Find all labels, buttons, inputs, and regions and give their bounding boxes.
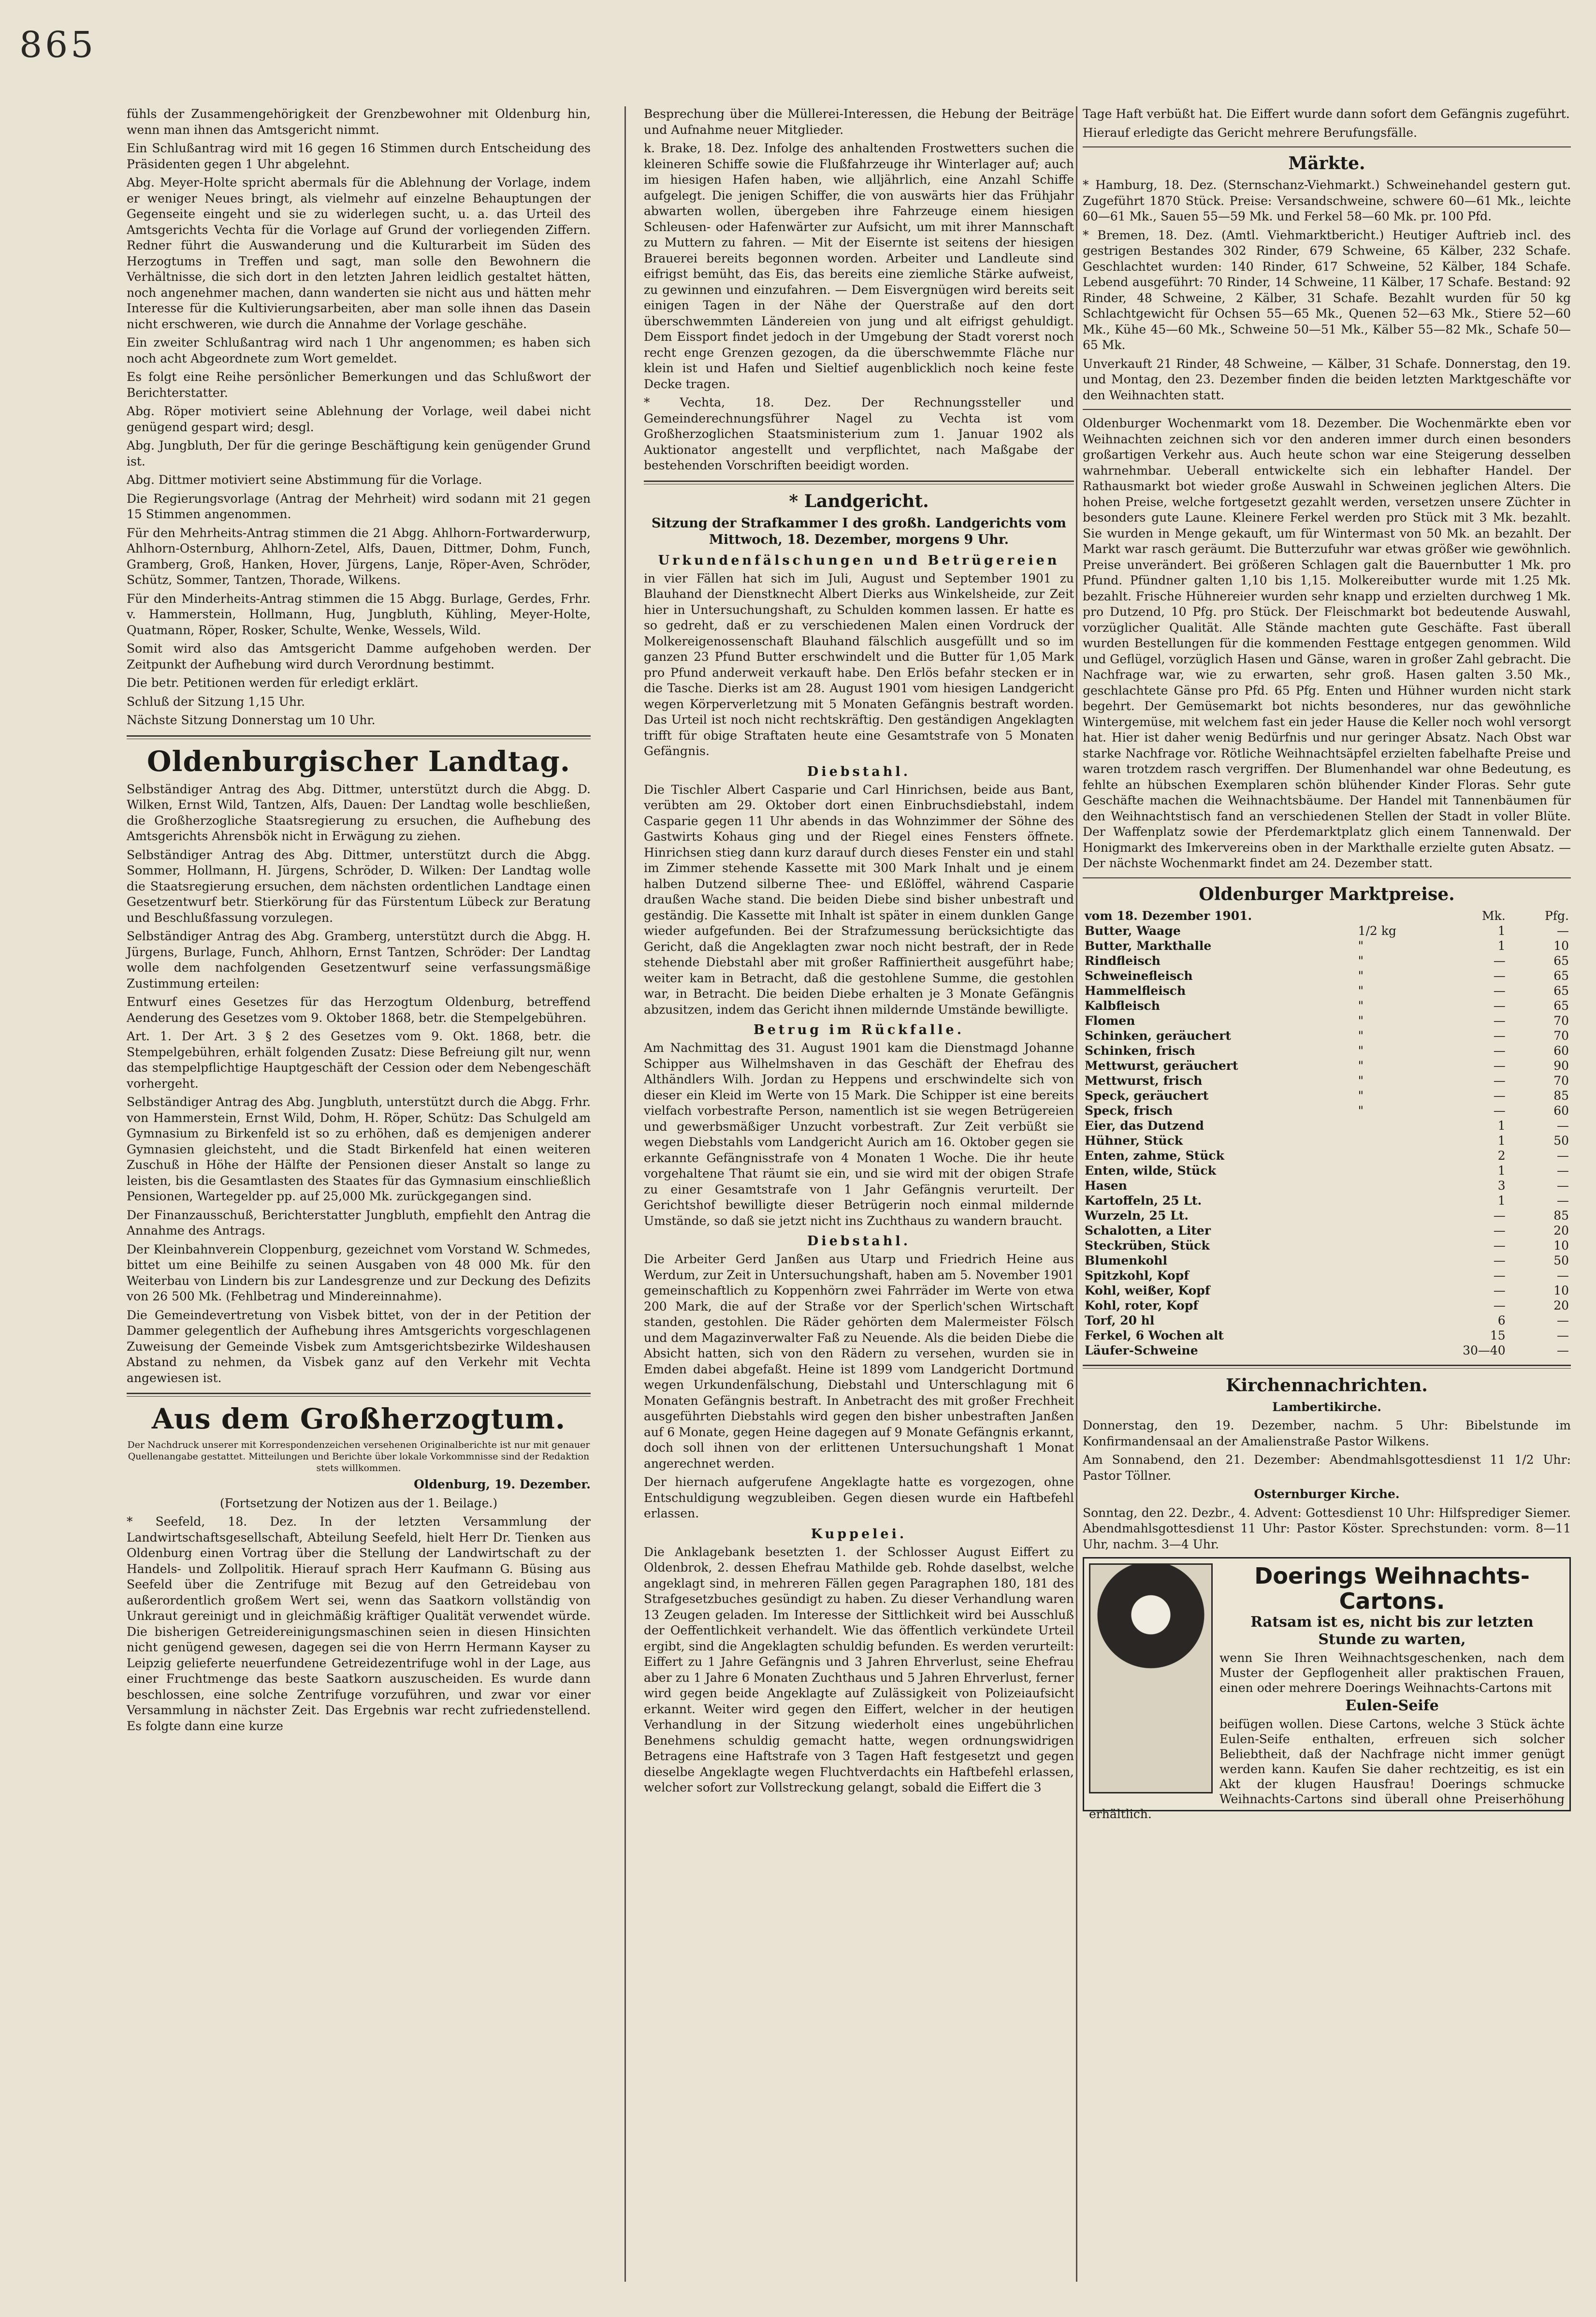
price-item: Butter, Markthalle	[1085, 938, 1212, 953]
price-unit	[1356, 1223, 1444, 1238]
doerings-advertisement	[1083, 1557, 1571, 1821]
price-item: Wurzeln, 25 Lt.	[1085, 1208, 1189, 1223]
price-row	[1083, 1073, 1571, 1088]
article-paragraph: Abg. Dittmer motiviert seine Abstimmung für die Vorlage.	[127, 473, 482, 487]
price-row	[1083, 1043, 1571, 1058]
section-rule	[1083, 877, 1571, 878]
price-unit	[1356, 1283, 1444, 1298]
price-item: Läufer-Schweine	[1085, 1343, 1198, 1357]
price-unit	[1356, 1253, 1444, 1268]
article-paragraph: Schluß der Sitzung 1,15 Uhr.	[127, 694, 305, 709]
price-item: Butter, Waage	[1085, 923, 1181, 938]
price-unit	[1356, 1178, 1444, 1193]
article-paragraph: Selbständiger Antrag des Abg. Gramberg, unterstützt durch die Abgg. H. Jürgens, Burlage, Funch, Ahlhorn, Ernst Tantzen, Schröder: Der Landtag wolle dem nachfolgenden Gesetzentwurf seine verfassungsmäßige Zustimmung erteilen:	[127, 929, 591, 991]
price-row	[1083, 1133, 1571, 1148]
article-paragraph: * Bremen, 18. Dez. (Amtl. Viehmarktbericht.) Heutiger Auftrieb incl. des gestrigen Bestandes 302 Rinder, 679 Schweine, 65 Kälber, 232 Schafe. Geschlachtet wurden: 140 Rinder, 617 Schweine, 52 Kälber, 184 Schafe. Lebend ausgeführt: 70 Rinder, 14 Schweine, 11 Kälber, 17 Schafe. Bestand: 92 Rinder, 48 Schweine, 2 Kälber, 31 Schafe. Bezahlt wurden für 50 kg Schlachtgewicht für Ochsen 55—65 Mk., Quenen 52—63 Mk., Stiere 52—60 Mk., Kühe 45—60 Mk., Schweine 50—51 Mk., Kälber 55—82 Mk., Schafe 50—65 Mk.	[1083, 228, 1571, 352]
price-mk: —	[1493, 1283, 1506, 1297]
grossherzogtum-heading: Aus dem Großherzogtum.	[151, 1402, 566, 1435]
price-row	[1083, 938, 1571, 953]
price-item: Mettwurst, geräuchert	[1085, 1058, 1238, 1073]
ad-text: beifügen wollen. Diese Cartons, welche 3 Stück ächte Eulen-Seife enthalten, erfreuen sich solcher Beliebtheit, daß der Nachfrage nicht immer genügt werden kann. Kaufen Sie daher rechtzeitig, es ist ein Akt der klugen Hausfrau! Doerings schmucke Weihnachts-Cartons sind überall ohne Preiserhöhung erhältlich.	[1089, 1717, 1565, 1821]
price-mk: —	[1493, 998, 1506, 1013]
article-paragraph: Hierauf erledigte das Gericht mehrere Berufungsfälle.	[1083, 125, 1418, 140]
price-unit: "	[1358, 968, 1364, 983]
price-pfg: 65	[1553, 983, 1569, 998]
price-pfg: 70	[1553, 1028, 1569, 1043]
price-unit: "	[1358, 1043, 1364, 1058]
article-paragraph: Die Anklagebank besetzten 1. der Schlosser August Eiffert zu Oldenbrok, 2. dessen Ehefrau Mathilde geb. Rohde daselbst, welche angeklagt sind, in mehreren Fällen gegen Paragraphen 180, 181 des Strafgesetzbuches gesündigt zu haben. Zu dieser Verhandlung waren 13 Zeugen geladen. Im Interesse der Sittlichkeit wird bei Ausschluß der Oeffentlichkeit verhandelt. Wie das öffentlich verkündete Urteil ergibt, sind die Angeklagten schuldig befunden. Es werden verurteilt: Eiffert zu 1 Jahre Gefängnis und 3 Jahren Ehrverlust, seine Ehefrau aber zu 1 Jahre 6 Monaten Zuchthaus und 5 Jahren Ehrverlust, ferner wird gegen beide Angeklagte auf Zulässigkeit von Polizeiaufsicht erkannt. Weiter wird gegen den Eiffert, welcher in der heutigen Verhandlung in der Sitzung wiederholt eines ungebührlichen Benehmens schuldig gemacht hatte, wegen ordnungswidrigen Betragens eine Haftstrafe von 3 Tagen Haft festgesetzt und gegen dieselbe Angeklagte wegen Fluchtverdachts ein Haftbefehl erlassen, welcher sofort zur Vollstreckung gelangt, sobald die Eiffert die 3	[644, 1545, 1074, 1794]
price-row	[1083, 1208, 1571, 1223]
price-row	[1083, 1163, 1571, 1178]
price-item: Torf, 20 hl	[1085, 1313, 1155, 1327]
article-paragraph: Ein Schlußantrag wird mit 16 gegen 16 Stimmen durch Entscheidung des Präsidenten gegen 1 Uhr abgelehnt.	[127, 141, 591, 171]
price-pfg: —	[1557, 1328, 1569, 1342]
article-paragraph: * Hamburg, 18. Dez. (Sternschanz-Viehmarkt.) Schweinehandel gestern gut. Zugeführt 1870 Stück. Preise: Versandschweine, schwere 60—61 Mk., leichte 60—61 Mk., Sauen 55—59 Mk. und Ferkel 58—60 Mk. pr. 100 Pfd.	[1083, 178, 1571, 223]
price-pfg: 10	[1553, 1238, 1569, 1253]
price-unit: "	[1358, 1013, 1364, 1028]
column-middle	[644, 106, 1074, 2301]
section-rule	[127, 1393, 591, 1397]
price-row	[1083, 998, 1571, 1013]
price-row	[1083, 968, 1571, 983]
price-row	[1083, 983, 1571, 998]
article-paragraph: Art. 1. Der Art. 3 § 2 des Gesetzes vom 9. Okt. 1868, betr. die Stempelgebühren, erhält folgenden Zusatz: Diese Befreiung gilt nur, wenn das stempelpflichtige Hauptgeschäft der Cession oder dem Nebengeschäft vorhergeht.	[127, 1029, 591, 1091]
price-unit	[1356, 1193, 1444, 1208]
price-row	[1083, 1013, 1571, 1028]
article-paragraph: Selbständiger Antrag des Abg. Dittmer, unterstützt durch die Abgg. D. Wilken, Ernst Wild, Tantzen, Alfs, Dauen: Der Landtag wolle beschließen, die Großherzogliche Staatsregierung zu ersuchen, die Aufhebung des Amtsgerichts Ahrensbök nicht in Erwägung zu ziehen.	[127, 782, 591, 843]
article-paragraph: Selbständiger Antrag des Abg. Dittmer, unterstützt durch die Abgg. Sommer, Hollmann, H. Jürgens, Schröder, D. Wilken: Der Landtag wolle die Staatsregierung ersuchen, dem nächsten ordentlichen Landtage einen Gesetzentwurf betr. Stierkörung für das Fürstentum Lübeck zur Beratung und Beschlußfassung vorzulegen.	[127, 847, 591, 925]
price-item: Enten, wilde, Stück	[1085, 1163, 1216, 1178]
article-paragraph: Der Finanzausschuß, Berichterstatter Jungbluth, empfiehlt den Antrag die Annahme des Antrags.	[127, 1208, 591, 1238]
price-row	[1083, 1103, 1571, 1118]
price-col-mk: Mk.	[1481, 908, 1506, 923]
price-mk: 1	[1497, 1193, 1506, 1208]
case-heading: Diebstahl.	[807, 764, 911, 779]
price-pfg: —	[1557, 1178, 1569, 1193]
price-item: Blumenkohl	[1085, 1253, 1168, 1268]
price-pfg: 70	[1553, 1073, 1569, 1088]
price-unit: "	[1358, 1088, 1364, 1103]
price-pfg: 85	[1553, 1088, 1569, 1103]
price-mk: 2	[1497, 1148, 1506, 1163]
price-pfg: 90	[1553, 1058, 1569, 1073]
price-row	[1083, 1253, 1571, 1268]
price-mk: —	[1493, 1238, 1506, 1253]
price-date: vom 18. Dezember 1901.	[1085, 908, 1252, 923]
price-pfg: 60	[1553, 1043, 1569, 1058]
ad-lead: Ratsam ist es, nicht bis zur letzten Stunde zu warten,	[1250, 1614, 1534, 1648]
price-mk: 1	[1497, 1133, 1506, 1148]
price-pfg: 70	[1553, 1013, 1569, 1028]
price-pfg: 65	[1553, 998, 1569, 1013]
price-mk: —	[1493, 953, 1506, 968]
price-row	[1083, 923, 1571, 938]
price-unit: "	[1358, 1028, 1364, 1043]
case-heading: Diebstahl.	[807, 1234, 911, 1249]
column-divider	[624, 106, 626, 2282]
price-pfg: —	[1557, 1313, 1569, 1327]
price-item: Schweinefleisch	[1085, 968, 1193, 983]
maerkte-heading: Märkte.	[1288, 153, 1365, 174]
price-pfg: 10	[1553, 1283, 1569, 1297]
article-paragraph: Somit wird also das Amtsgericht Damme aufgehoben werden. Der Zeitpunkt der Aufhebung wird durch Verordnung bestimmt.	[127, 641, 591, 671]
price-mk: —	[1493, 1043, 1506, 1058]
price-pfg: 20	[1553, 1223, 1569, 1238]
price-pfg: 85	[1553, 1208, 1569, 1223]
ad-title: Doerings Weihnachts-Cartons.	[1254, 1563, 1530, 1614]
price-unit	[1356, 1298, 1444, 1313]
reprint-note: Der Nachdruck unserer mit Korrespondenzeichen versehenen Originalberichte ist nur mit genauer Quellenangabe gestattet. Mitteilungen und Berichte über lokale Vorkommnisse sind der Redaktion stets willkommen.	[127, 1440, 590, 1473]
article-paragraph: Die Tischler Albert Casparie und Carl Hinrichsen, beide aus Bant, verübten am 29. Oktober dort einen Einbruchsdiebstahl, indem Casparie gegen 11 Uhr abends in das Wohnzimmer der Söhne des Gastwirts Kohaus ging und der Riegel eines Fensters öffnete. Hinrichsen stieg dann kurz darauf durch dieses Fenster ein und stahl im Zimmer stehende Kassette mit 300 Mark Inhalt und je einem halben Dutzend silberne Thee- und Eßlöffel, während Casparie draußen Wache stand. Die beiden Diebe sind bisher unbestraft und geständig. Die Kassette mit Inhalt ist später in einem dunklen Gange wieder aufgefunden. Bei der Strafzumessung berücksichtigte das Gericht, daß die Angeklagten zwar noch nicht bestraft, der in Rede stehende Diebstahl aber mit großer Raffiniertheit ausgeführt habe; weiter kam in Betracht, daß die gestohlene Summe, die gestohlen war, in Betracht. Die beiden Diebe erhalten je 3 Monate Gefängnis abzusitzen, indem das Gericht ihnen mildernde Umstände bewilligte.	[644, 782, 1074, 1017]
section-rule	[127, 735, 591, 739]
article-paragraph: Es folgt eine Reihe persönlicher Bemerkungen und das Schlußwort der Berichterstatter.	[127, 370, 591, 400]
price-item: Mettwurst, frisch	[1085, 1073, 1203, 1088]
price-row	[1083, 1148, 1571, 1163]
price-unit: "	[1358, 938, 1364, 953]
column-right	[1083, 106, 1571, 2301]
price-item: Schinken, frisch	[1085, 1043, 1195, 1058]
price-pfg: 65	[1553, 953, 1569, 968]
continuation-note: (Fortsetzung der Notizen aus der 1. Beilage.)	[219, 1496, 498, 1510]
page-number: 865	[19, 24, 97, 66]
price-mk: —	[1493, 1103, 1506, 1118]
landgericht-subheading: Sitzung der Strafkammer I des großh. Landgerichts vom Mittwoch, 18. Dezember, morgens 9 Uhr.	[652, 515, 1066, 547]
article-paragraph: Für den Mehrheits-Antrag stimmen die 21 Abgg. Ahlhorn-Fortwarderwurp, Ahlhorn-Osternburg, Ahlhorn-Zetel, Alfs, Dauen, Dittmer, Dohm, Funch, Gramberg, Groß, Hanken, Hover, Jürgens, Lanje, Röper-Aven, Schröder, Schütz, Sommer, Tantzen, Thorade, Wilkens.	[127, 525, 591, 587]
article-paragraph: Unverkauft 21 Rinder, 48 Schweine, — Kälber, 31 Schafe. Donnerstag, den 19. und Montag, den 23. Dezember finden die beiden letzten Marktgeschäfte vor den Weihnachten statt.	[1083, 356, 1571, 402]
article-paragraph: Die Arbeiter Gerd Janßen aus Utarp und Friedrich Heine aus Werdum, zur Zeit in Untersuchungshaft, haben am 5. November 1901 gemeinschaftlich zu Koppenhörn zwei Fahrräder im Werte von etwa 200 Mark, die auf der Straße vor der Sperlich'schen Wirtschaft standen, gestohlen. Die Räder gehörten dem Malermeister Fölsch und dem Magazinverwalter Faß zu Neuende. Als die beiden Diebe die Absicht hatten, sich von den Rädern zu versehen, wurden sie in Emden dabei abgefaßt. Heine ist 1899 vom Landgericht Dortmund wegen Urkundenfälschung, Diebstahl und Unterschlagung mit 6 Monaten Gefängnis bestraft. In Anbetracht des mit großer Frechheit ausgeführten Diebstahls wird gegen den bisher unbestraften Janßen auf 6 Monate, gegen Heine dagegen auf 9 Monate Gefängnis erkannt, doch soll ihnen von der erlittenen Untersuchungshaft 1 Monat angerechnet werden.	[644, 1252, 1074, 1471]
price-item: Hasen	[1085, 1178, 1127, 1193]
price-row	[1083, 953, 1571, 968]
price-mk: 30—40	[1463, 1343, 1506, 1357]
section-rule	[1083, 146, 1571, 147]
price-table-header	[1083, 908, 1571, 923]
price-item: Enten, zahme, Stück	[1085, 1148, 1224, 1163]
price-mk: —	[1493, 1268, 1506, 1282]
price-mk: 1	[1497, 1163, 1506, 1178]
price-unit	[1356, 1148, 1444, 1163]
article-paragraph: Abg. Jungbluth, Der für die geringe Beschäftigung kein genügender Grund ist.	[127, 438, 591, 468]
price-pfg: —	[1557, 923, 1569, 938]
price-unit	[1356, 1118, 1444, 1133]
landtag-heading: Oldenburgischer Landtag.	[146, 744, 571, 778]
price-mk: 1	[1497, 1118, 1506, 1133]
price-unit: "	[1358, 1058, 1364, 1073]
article-paragraph: Entwurf eines Gesetzes für das Herzogtum Oldenburg, betreffend Aenderung des Gesetzes vom 9. Oktober 1868, betr. die Stempelgebühren.	[127, 995, 591, 1025]
case-heading: Urkundenfälschungen und Betrügereien	[658, 553, 1060, 568]
price-mk: 15	[1490, 1328, 1506, 1342]
price-pfg: 65	[1553, 968, 1569, 983]
price-pfg: —	[1557, 1343, 1569, 1357]
price-unit	[1356, 1208, 1444, 1223]
price-item: Hammelfleisch	[1085, 983, 1186, 998]
price-item: Steckrüben, Stück	[1085, 1238, 1210, 1253]
price-mk: 6	[1497, 1313, 1506, 1327]
landgericht-heading: * Landgericht.	[789, 491, 929, 511]
price-item: Rindfleisch	[1085, 953, 1161, 968]
price-unit	[1356, 1343, 1444, 1358]
article-paragraph: Selbständiger Antrag des Abg. Jungbluth, unterstützt durch die Abgg. Frhr. von Hammerstein, Ernst Wild, Dohm, H. Röper, Schütz: Das Schulgeld am Gymnasium zu Birkenfeld ist so zu erhöhen, daß es demjenigen anderer Gymnasien gleichsteht, und die Stadt Birkenfeld hat einen weiteren Zuschuß in Höhe der Hälfte der Pensionen dieser Anstalt so lange zu leisten, bis die Gesamtlasten des Staates für das Gymnasium einschließlich Pensionen, Wartegelder pp. auf 25,000 Mk. zurückgegangen sind.	[127, 1095, 591, 1203]
price-pfg: 10	[1553, 938, 1569, 953]
church-name: Osternburger Kirche.	[1254, 1487, 1400, 1501]
price-pfg: 50	[1553, 1133, 1569, 1148]
price-mk: 3	[1497, 1178, 1506, 1193]
article-paragraph: k. Brake, 18. Dez. Infolge des anhaltenden Frostwetters suchen die kleineren Schiffe sowie die Flußfahrzeuge ihr Winterlager auf; auch im hiesigen Hafen haben, wie alljährlich, eine Anzahl Schiffe aufgelegt. Die jenigen Schiffer, die von auswärts hier das Frühjahr abwarten wollen, übergeben ihre Fahrzeuge einem hiesigen Schleusen- oder Hafenwärter zur Aufsicht, um mit ihrer Mannschaft zu Muttern zu fahren. — Mit der Eisernte ist seitens der hiesigen Brauerei bereits begonnen worden. Arbeiter und Landleute sind eifrigst bemüht, das Eis, das bereits eine ziemliche Stärke aufweist, zu gewinnen und einzufahren. — Dem Eisvergnügen wird bereits seit einigen Tagen in der Nähe der Querstraße auf den dort überschwemmten Ländereien von jung und alt eifrigst gehuldigt. Dem Eissport findet jedoch in der Umgebung der Stadt vorerst noch recht enge Grenzen gezogen, da die überschwemmte Fläche nur klein ist und Hafen und Sieltief augenblicklich noch keine feste Decke tragen.	[644, 141, 1074, 391]
wochenmarkt-report: Oldenburger Wochenmarkt vom 18. Dezember. Die Wochenmärkte eben vor Weihnachten zeichnen sich vor den anderen immer durch einen besonders großartigen Verkehr aus. Auch heute schon war eine Steigerung desselben wahrnehmbar. Ueberall entwickelte sich ein lebhafter Handel. Der Rathausmarkt bot wieder große Auswahl in Schweinen jeglichen Alters. Die hohen Preise, welche fortgesetzt gezahlt werden, versetzen unsere Züchter in besonders gute Laune. Kleinere Ferkel werden pro Stück mit 3 Mk. bezahlt. Sie wurden in Menge gekauft, um für Wintermast von 50 Mk. an bezahlt. Der Markt war rasch geräumt. Die Butterzufuhr war etwas größer wie gewöhnlich. Preise unverändert. Bei größeren Schlagen galt die Bauernbutter 1 Mk. pro Pfund. Pfündner galten 1,10 bis 1,15. Molkereibutter wurde mit 1.25 Mk. bezahlt. Frische Hühnereier wurden sehr knapp und erzielten durchweg 1 Mk. pro Dutzend, 10 Pfg. pro Stück. Der Fleischmarkt bot bedeutende Auswahl, vorzüglicher Qualität. Alle Stände machten gute Geschäfte. Fast überall wurden Bestellungen für die kommenden Festtage entgegen genommen. Wild und Geflügel, vorzüglich Hasen und Gänse, waren in großer Zahl gebracht. Die Nachfrage war, wie zu erwarten, sehr groß. Hasen galten 3.50 Mk., geschlachtete Gänse pro Pfd. 65 Pfg. Enten und Hühner wurden nicht stark begehrt. Der Gemüsemarkt bot nichts besonderes, nur das gewöhnliche Wintergemüse, mit welchem fast ein jeder Hause die Keller noch wohl versorgt hat. Hier ist daher wenig Bedürfnis und nur geringer Absatz. Nach Obst war starke Nachfrage vor. Rötliche Weihnachtsäpfel erzielten fabelhafte Preise und waren trotzdem rasch vergriffen. Der Blumenhandel war ohne Bedeutung, es fehlte an hübschen Exemplaren schön blühender Kinder Floras. Sehr gute Geschäfte machen die Weihnachtsbäume. Der Handel mit Tannenbäumen für den Weihnachtstisch fand an verschiedenen Stellen der Stadt in voller Blüte. Der Waffenplatz sowie der Pferdemarktplatz glich einem Tannenwald. Der Honigmarkt des Imkervereins oben in der Markthalle erzielte guten Absatz. — Der nächste Wochenmarkt findet am 24. Dezember statt.	[1083, 416, 1571, 870]
price-row	[1083, 1313, 1571, 1328]
church-notice: Sonntag, den 22. Dezbr., 4. Advent: Gottesdienst 10 Uhr: Hilfsprediger Siemer. Abendmahlsgottesdienst 11 Uhr: Pastor Köster. Sprechstunden: vorm. 8—11 Uhr, nachm. 3—4 Uhr.	[1083, 1505, 1571, 1551]
article-paragraph: Abg. Röper motiviert seine Ablehnung der Vorlage, weil dabei nicht genügend gespart wird; desgl.	[127, 404, 591, 434]
price-row	[1083, 1088, 1571, 1103]
article-paragraph: Für den Minderheits-Antrag stimmen die 15 Abgg. Burlage, Gerdes, Frhr. v. Hammerstein, Hollmann, Hug, Jungbluth, Kühling, Meyer-Holte, Quatmann, Röper, Rosker, Schulte, Wenke, Wessels, Wild.	[127, 591, 591, 637]
price-mk: —	[1493, 1208, 1506, 1223]
price-pfg: —	[1557, 1193, 1569, 1208]
article-paragraph: * Vechta, 18. Dez. Der Rechnungssteller und Gemeinderechnungsführer Nagel zu Vechta ist vom Großherzoglichen Staatsministerium zum 1. Januar 1902 als Auktionator angestellt und verpflichtet, nach Maßgabe der bestehenden Vorschriften beeidigt worden.	[644, 395, 1074, 472]
price-unit: "	[1358, 983, 1364, 998]
article-paragraph: Der hiernach aufgerufene Angeklagte hatte es vorgezogen, ohne Entschuldigung wegzubleiben. Gegen diesen wurde ein Haftbefehl erlassen.	[644, 1475, 1074, 1520]
price-item: Kalbfleisch	[1085, 998, 1160, 1013]
price-row	[1083, 1028, 1571, 1043]
price-unit: "	[1358, 998, 1364, 1013]
price-item: Kohl, weißer, Kopf	[1085, 1283, 1210, 1297]
price-item: Kartoffeln, 25 Lt.	[1085, 1193, 1202, 1208]
price-row	[1083, 1328, 1571, 1343]
column-divider	[1076, 106, 1077, 2282]
price-row	[1083, 1283, 1571, 1298]
kirchennachrichten-heading: Kirchennachrichten.	[1226, 1375, 1428, 1396]
price-row	[1083, 1298, 1571, 1313]
price-item: Spitzkohl, Kopf	[1085, 1268, 1189, 1282]
price-item: Hühner, Stück	[1085, 1133, 1183, 1148]
case-heading: Kuppelei.	[811, 1526, 907, 1542]
price-mk: 1	[1497, 923, 1506, 938]
price-mk: —	[1493, 1013, 1506, 1028]
price-item: Speck, geräuchert	[1085, 1088, 1209, 1103]
price-pfg: —	[1557, 1118, 1569, 1133]
price-row	[1083, 1343, 1571, 1358]
price-unit	[1356, 1328, 1444, 1343]
price-mk: —	[1493, 1058, 1506, 1073]
article-paragraph: Abg. Meyer-Holte spricht abermals für die Ablehnung der Vorlage, indem er weniger Neues bringt, als vielmehr auf einzelne Behauptungen der Gegenseite eingeht und sie zu widerlegen sucht, u. a. das Urteil des Amtsgerichts Vechta für die Vorlage auf Grund der vorliegenden Ziffern. Redner führt die Auswanderung und die Kulturarbeit im Süden des Herzogtums in Treffen und sagt, man solle den Bewohnern die Verhältnisse, die sich dort in den letzten Jahren leidlich gestaltet hätten, noch angenehmer machen, dann wanderten sie nicht aus und hätten mehr Interesse für die Kultivierungsarbeiten, aber man solle ihnen das Dasein nicht erschweren, wie durch die Annahme der Vorlage geschähe.	[127, 175, 591, 331]
case-heading: Betrug im Rückfalle.	[753, 1022, 965, 1037]
price-unit: "	[1358, 1103, 1364, 1118]
price-unit	[1356, 1133, 1444, 1148]
price-item: Schalotten, a Liter	[1085, 1223, 1211, 1238]
dateline: Oldenburg, 19. Dezember.	[414, 1477, 591, 1491]
church-notice: Donnerstag, den 19. Dezember, nachm. 5 Uhr: Bibelstunde im Konfirmandensaal an der Amalienstraße Pastor Wilkens.	[1083, 1418, 1571, 1448]
price-row	[1083, 1178, 1571, 1193]
price-row	[1083, 1058, 1571, 1073]
price-item: Speck, frisch	[1085, 1103, 1173, 1118]
article-paragraph: * Seefeld, 18. Dez. In der letzten Versammlung der Landwirtschaftsgesellschaft, Abteilung Seefeld, hielt Herr Dr. Tienken aus Oldenburg einen Vortrag über die Stellung der Landwirtschaft zu der Handels- und Zollpolitik. Hierauf sprach Herr Kaufmann G. Büsing aus Seefeld über die Zentrifuge mit Bezug auf den Getreidebau von außerordentlich großem Wert sei, wenn das Saatkorn vollständig von Unkraut gereinigt und in gleichmäßig kräftiger Qualität verwendet würde. Die bisherigen Getreidereinigungsmaschinen seien in diesen Hinsichten nicht genügend gewesen, dagegen sei die von Herrn Hermann Kayser zu Leipzig gelieferte neuerfundene Getreidezentrifuge wohl in der Lage, aus einer Fruchtmenge das beste Saatkorn auszuscheiden. Es wurde dann beschlossen, eine solche Zentrifuge vorzuführen, und zwar vor einer Versammlung in nächster Zeit. Das Ergebnis war recht zufriedenstellend. Es folgte dann eine kurze	[127, 1515, 591, 1733]
price-unit	[1356, 1238, 1444, 1253]
price-pfg: 60	[1553, 1103, 1569, 1118]
price-pfg: —	[1557, 1268, 1569, 1282]
article-paragraph: Ein zweiter Schlußantrag wird nach 1 Uhr angenommen; es haben sich noch acht Abgeordnete zum Wort gemeldet.	[127, 335, 591, 365]
article-paragraph: Der Kleinbahnverein Cloppenburg, gezeichnet vom Vorstand W. Schmedes, bittet um eine Beihilfe zu seinen Ausgaben von 48 000 Mk. für den Weiterbau von Lindern bis zur Landesgrenze und zur Deckung des Defizits von 26 500 Mk. (Fehlbetrag und Mindereinnahme).	[127, 1242, 591, 1303]
woman-portrait-illustration	[1089, 1563, 1213, 1793]
article-paragraph: in vier Fällen hat sich im Juli, August und September 1901 zu Blauhand der Dienstknecht Albert Dierks aus Winkelsheide, zur Zeit hier in Untersuchungshaft, zu Schulden kommen lassen. Er hatte es so gedreht, daß er zu verschiedenen Malen einen Vordruck der Molkereigenossenschaft Blauhand fälschlich ausgefüllt und so im ganzen 23 Pfund Butter erschwindelt und die Butter für 1,05 Mark pro Pfund anderweit verkauft habe. Den Erlös befahr stecken er in die Tasche. Dierks ist am 28. August 1901 vom hiesigen Landgericht wegen Körperverletzung mit 5 Monaten Gefängnis bestraft worden. Das Urteil ist noch nicht rechtskräftig. Den geständigen Angeklagten trifft für obige Straftaten heute eine Gesamtstrafe von 5 Monaten Gefängnis.	[644, 571, 1074, 758]
church-name: Lambertikirche.	[1272, 1399, 1381, 1414]
section-rule	[1083, 409, 1571, 410]
marktpreise-heading: Oldenburger Marktpreise.	[1199, 884, 1455, 904]
price-unit: "	[1358, 1073, 1364, 1088]
price-unit	[1356, 1268, 1444, 1283]
price-mk: —	[1493, 1088, 1506, 1103]
price-mk: 1	[1497, 938, 1506, 953]
church-notice: Am Sonnabend, den 21. Dezember: Abendmahlsgottesdienst 11 1/2 Uhr: Pastor Töllner.	[1083, 1453, 1571, 1483]
price-row	[1083, 1118, 1571, 1133]
article-paragraph: Tage Haft verbüßt hat. Die Eiffert wurde dann sofort dem Gefängnis zugeführt.	[1083, 107, 1570, 121]
ad-seife: Eulen-Seife	[1345, 1697, 1439, 1714]
column-left	[127, 106, 591, 2301]
price-item: Flomen	[1085, 1013, 1135, 1028]
article-paragraph: Nächste Sitzung Donnerstag um 10 Uhr.	[127, 713, 376, 727]
price-mk: —	[1493, 1223, 1506, 1238]
price-mk: —	[1493, 983, 1506, 998]
section-rule	[1083, 1365, 1571, 1369]
price-item: Ferkel, 6 Wochen alt	[1085, 1328, 1224, 1342]
price-item: Kohl, roter, Kopf	[1085, 1298, 1199, 1312]
article-paragraph: Besprechung über die Müllerei-Interessen, die Hebung der Beiträge und Aufnahme neuer Mitglieder.	[644, 107, 1074, 137]
price-mk: —	[1493, 968, 1506, 983]
price-unit	[1356, 1163, 1444, 1178]
price-mk: —	[1493, 1028, 1506, 1043]
article-paragraph: fühls der Zusammengehörigkeit der Grenzbewohner mit Oldenburg hin, wenn man ihnen das Amtsgericht nimmt.	[127, 107, 591, 137]
price-pfg: 50	[1553, 1253, 1569, 1268]
article-paragraph: Die betr. Petitionen werden für erledigt erklärt.	[127, 676, 419, 690]
price-row	[1083, 1238, 1571, 1253]
price-pfg: —	[1557, 1148, 1569, 1163]
price-col-pfg: Pfg.	[1544, 908, 1569, 923]
price-row	[1083, 1268, 1571, 1283]
price-item: Schinken, geräuchert	[1085, 1028, 1231, 1043]
price-row	[1083, 1193, 1571, 1208]
price-row	[1083, 1223, 1571, 1238]
price-item: Eier, das Dutzend	[1085, 1118, 1204, 1133]
price-unit	[1356, 1313, 1444, 1328]
price-pfg: —	[1557, 1163, 1569, 1178]
price-mk: —	[1493, 1073, 1506, 1088]
price-unit: "	[1358, 953, 1364, 968]
article-paragraph: Die Regierungsvorlage (Antrag der Mehrheit) wird sodann mit 21 gegen 15 Stimmen angenommen.	[127, 491, 591, 521]
section-rule	[644, 481, 1074, 484]
ad-text: wenn Sie Ihren Weihnachtsgeschenken, nach dem Muster der Gepflogenheit aller praktischen Frauen, einen oder mehrere Doerings Weihnachts-Cartons mit	[1219, 1651, 1565, 1695]
price-table	[1083, 908, 1571, 1358]
article-paragraph: Die Gemeindevertretung von Visbek bittet, von der in der Petition der Dammer gelegentlich der Aufhebung ihres Amtsgerichts vorgeschlagenen Zuweisung der Gemeinde Visbek zum Amtsgerichtsbezirke Wildeshausen Abstand zu nehmen, da Visbek ganz auf den Verkehr mit Vechta angewiesen ist.	[127, 1308, 591, 1385]
price-mk: —	[1493, 1253, 1506, 1268]
price-unit: 1/2 kg	[1358, 923, 1396, 938]
price-mk: —	[1493, 1298, 1506, 1312]
article-paragraph: Am Nachmittag des 31. August 1901 kam die Dienstmagd Johanne Schipper aus Wilhelmshaven in das Geschäft der Ehefrau des Althändlers Wilh. Jordan zu Heppens und erschwindelte sich von dieser ein Kleid im Werte von 15 Mark. Die Schipper ist eine bereits vielfach vorbestrafte Person, namentlich ist sie wegen Betrügereien und gewerbsmäßiger Unzucht vorbestraft. Zur Zeit verbüßt sie wegen Diebstahls vom Landgericht Aurich am 16. Oktober gegen sie erkannte Gefängnisstrafe von 4 Monaten 1 Woche. Die ihr heute vorgehaltene That räumt sie ein, und sie wird mit der obigen Strafe zu einer Gesamtstrafe von 1 Jahr Gefängnis verurteilt. Der Gerichtshof bewilligte dieser Betrügerin noch einmal mildernde Umstände, so daß sie jetzt nicht ins Zuchthaus zu wandern braucht.	[644, 1041, 1074, 1228]
price-pfg: 20	[1553, 1298, 1569, 1312]
